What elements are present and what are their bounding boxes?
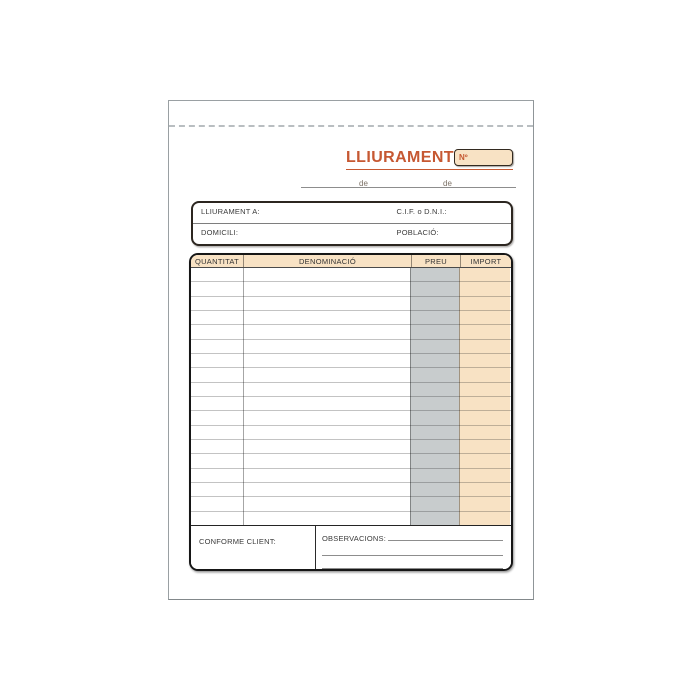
- table-row: [191, 282, 511, 296]
- recipient-box: [191, 201, 513, 246]
- table-row: [191, 354, 511, 368]
- table-footer: [191, 525, 511, 569]
- table-row: [191, 368, 511, 382]
- form-title: LLIURAMENT: [346, 148, 454, 166]
- number-label: Nº: [458, 153, 468, 162]
- date-de-label: de: [359, 179, 368, 188]
- observations-row: [322, 533, 503, 543]
- column-header-denomination: DENOMINACIÓ: [243, 255, 411, 267]
- form-header: [346, 147, 513, 168]
- column-divider: [459, 268, 460, 525]
- recipient-row-1: [193, 203, 511, 224]
- conforme-client-cell: [191, 526, 316, 569]
- recipient-row-2: [193, 224, 511, 245]
- observations-cell: [316, 526, 511, 569]
- column-header-quantity: QUANTITAT: [194, 256, 240, 266]
- date-write-line: [301, 179, 516, 188]
- address-label: DOMICILI:: [201, 227, 239, 237]
- table-header-row: [191, 255, 511, 268]
- column-divider: [243, 268, 244, 525]
- table-row: [191, 268, 511, 282]
- number-field: [454, 149, 513, 166]
- table-row: [191, 497, 511, 511]
- table-body: [191, 268, 511, 525]
- delivery-form-page: [168, 100, 534, 600]
- observations-write-line: [322, 544, 503, 556]
- table-row: [191, 325, 511, 339]
- table-row: [191, 411, 511, 425]
- city-label: POBLACIÓ:: [396, 227, 439, 237]
- column-divider: [410, 268, 411, 525]
- items-table-box: [189, 253, 513, 571]
- table-row: [191, 397, 511, 411]
- table-row: [191, 469, 511, 483]
- delivery-to-label: LLIURAMENT A:: [201, 207, 260, 216]
- observations-label: OBSERVACIONS:: [322, 534, 387, 543]
- table-row: [191, 426, 511, 440]
- table-row: [191, 483, 511, 497]
- cif-dni-label: C.I.F. o D.N.I.:: [396, 207, 447, 216]
- conforme-client-label: CONFORME CLIENT:: [199, 537, 276, 546]
- table-row: [191, 311, 511, 325]
- column-header-amount: IMPORT: [460, 255, 511, 267]
- table-row: [191, 440, 511, 454]
- title-underline: [346, 169, 513, 170]
- table-row: [191, 340, 511, 354]
- observations-write-line: [388, 533, 503, 541]
- date-de-label: de: [443, 179, 452, 188]
- observations-write-line: [322, 557, 503, 569]
- table-row: [191, 454, 511, 468]
- perforation-dashed-line: [169, 125, 533, 127]
- column-header-price: PREU: [411, 255, 460, 267]
- table-row: [191, 383, 511, 397]
- table-row: [191, 512, 511, 525]
- table-row: [191, 297, 511, 311]
